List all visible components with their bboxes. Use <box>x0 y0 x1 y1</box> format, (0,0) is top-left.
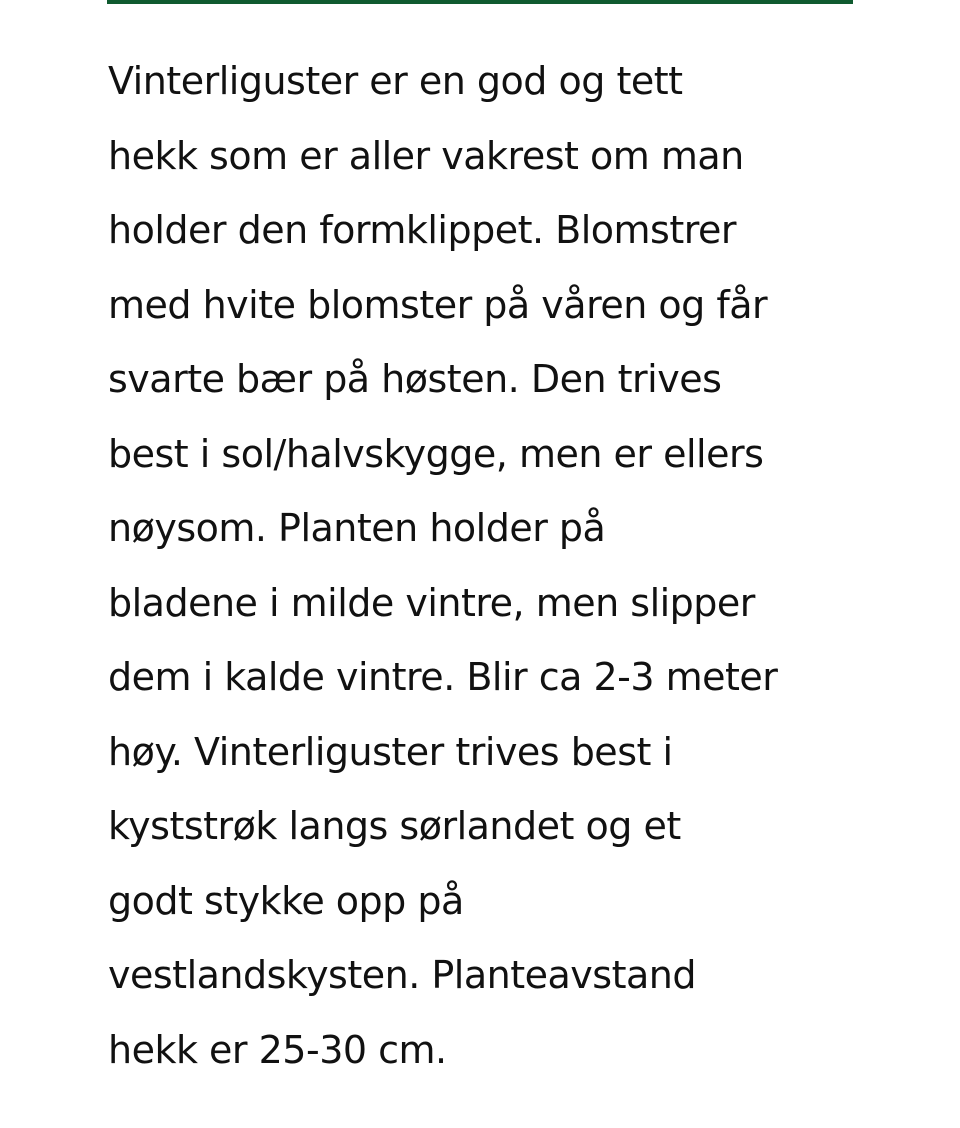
description-line: svarte bær på høsten. Den trives <box>108 357 722 401</box>
description-line: godt stykke opp på <box>108 878 464 923</box>
description-line: bladene i milde vintre, men slipper <box>108 580 755 625</box>
description-line: kyststrøk langs sørlandet og et <box>108 804 681 848</box>
description-line: vestlandskysten. Planteavstand <box>108 953 696 997</box>
description-line: holder den formklippet. Blomstrer <box>108 208 737 252</box>
description-line: med hvite blomster på våren og får <box>108 282 768 327</box>
section-divider <box>107 0 853 4</box>
description-line: nøysom. Planten holder på <box>108 506 606 550</box>
description-line: hekk er 25-30 cm. <box>108 1027 447 1072</box>
description-line: best i sol/halvskygge, men er ellers <box>108 431 764 476</box>
description-line: Vinterliguster er en god og tett <box>108 59 683 103</box>
description-line: dem i kalde vintre. Blir ca 2-3 meter <box>108 655 778 699</box>
product-description <box>108 44 868 1087</box>
description-line: høy. Vinterliguster trives best i <box>108 729 673 774</box>
description-line: hekk som er aller vakrest om man <box>108 133 744 178</box>
